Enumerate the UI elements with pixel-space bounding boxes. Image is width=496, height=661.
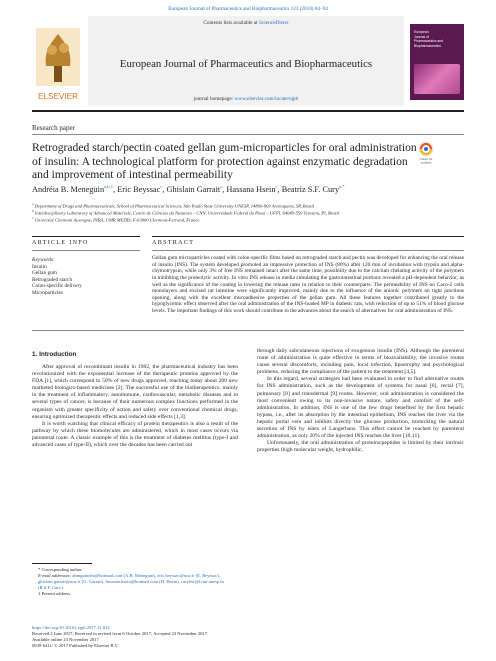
journal-header: [32, 16, 464, 106]
affiliation-text: Interdisciplinary Laboratory of Advanced Materials, Centro de Ciências da Natureza – CNN, Universidade Federal do Piauí – UFPI, 64049-550 Teresina, PI, Brazil: [34, 210, 340, 216]
journal-cover-image: [410, 24, 464, 100]
footnote-rule: [32, 563, 92, 564]
journal-title: European Journal of Pharmaceutics and Biopharmaceutics: [119, 58, 373, 70]
check-updates-icon: [418, 141, 434, 165]
author-affil-sup[interactable]: a,*: [339, 184, 345, 189]
header-center-panel: [88, 16, 404, 106]
present-address-note: 1 Present address.: [38, 591, 72, 596]
doi-link[interactable]: https://doi.org/10.1016/j.ejpb.2017.11.012: [32, 625, 110, 630]
affiliation: [32, 202, 464, 209]
keyword: Insulin: [32, 263, 47, 270]
body-paragraph: After approval of recombinant insulin in 1982, the pharmaceutical industry has been revolutionized with the exponential increase of the therapeutic proteins approved by the FDA [1], which correspond to 50% of new drugs approved, reaching today about 200 new marketed biologics-based medicines [2]. The successful use of the biotherapeutics, mainly in the treatment of inflammatory, autoimmune, cardiovascular, metabolic diseases and in several types of cancer, is because of their numerous complex functions performed in the organism with greater specificity of action and safety over conventional chemical drugs, ensuring optimized therapeutic effects and reduced side effects [1,3].: [32, 364, 238, 420]
title-divider: [32, 134, 464, 135]
journal-citation-line[interactable]: European Journal of Pharmaceutics and Biopharmaceutics 123 (2018) 84–94: [168, 6, 328, 12]
abstract-rule: [152, 236, 464, 237]
email-links[interactable]: abmguinrfm@hotmail.com (A.B. Meneguin), eric.beyssac@uca.fr (E. Beyssac), ghislain.garrait@uca.fr (G. Garrait), hassana.hsein@hotmail.com (H. Hsein), curybsf@fcfar.unesp.br (B.S.F. Cury).: [38, 573, 225, 590]
author-name[interactable]: Eric Beyssac: [117, 184, 161, 194]
abstract-bottom-rule: [32, 330, 464, 331]
section-heading: 1. Introduction: [32, 351, 77, 358]
body-column-right: [257, 348, 464, 454]
abstract-heading: ABSTRACT: [152, 240, 195, 246]
journal-homepage-line: [88, 96, 404, 102]
body-paragraph: In this regard, several strategies had been evaluated in order to find alternative routes for INS administration, such as the development of systems for nasal [6], rectal [7], pulmonary [8] and transdermal [9] routes. However, oral administration is considered the most convenient owing to its non-invasive nature, safety and comfort of the self-administration. In addition, INS is one of the few drugs benefited by the first hepatic bypass, i.e., after its absorption by the intestinal epithelium, INS reaches the liver via the hepatic portal vein and inhibits directly the glucose production, mimicking the natural secretion of INS by islets of Langerhans. This effect cannot be reached by parenteral administration, as only 20% of the injected INS reaches the liver [10,11].: [257, 376, 464, 440]
affiliation-marker: c: [32, 216, 34, 220]
keyword: Gellan gum: [32, 270, 57, 277]
body-paragraph: through daily subcutaneous injections of exogenous insulin (INS). Although the parenteral route of administration is quite effective in terms of bioavailability, the invasive routes cause several discomforts, including pain, local infection, lipostrophy and psychological problems, reducing the compliance of the patient to the treatment [4,5].: [257, 348, 464, 376]
article-title: Retrograded starch/pectin coated gellan gum-microparticles for oral administration of insulin: A technological platform for protection against enzymatic degradation and improvement of intestinal permeability: [32, 141, 417, 182]
article-info-heading: ARTICLE INFO: [32, 240, 89, 246]
affiliation: [32, 216, 464, 223]
author-affil-sup[interactable]: c: [275, 184, 278, 189]
footnotes: [32, 567, 238, 597]
article-info-rule: [32, 236, 140, 237]
affiliation-marker: b: [32, 209, 34, 213]
author-list: Andréia B. Meneguin$^{a,b,1}$, Eric Beyssac$^c$, Ghislain Garrait$^c$, Hassana Hsein$^c$, Beatriz S.F. Cury$^{a,*}$: [32, 184, 345, 194]
homepage-prefix: journal homepage:: [193, 96, 234, 102]
keyword: Retrograded starch: [32, 276, 73, 283]
homepage-link[interactable]: www.elsevier.com/locate/ejpb: [234, 96, 299, 102]
copyright-line: 0939-6411/ © 2017 Published by Elsevier B.V.: [32, 643, 119, 648]
keywords-block: [32, 257, 142, 297]
cover-line: Pharmaceutics and: [414, 39, 444, 44]
svg-text:ELSEVIER: ELSEVIER: [37, 92, 79, 101]
body-column-left: [32, 364, 238, 449]
keywords-title: Keywords:: [32, 257, 55, 263]
available-online: Available online 23 November 2017: [32, 637, 99, 642]
abstract-text: Gellan gum microparticles coated with colon-specific films based on retrograded starch and pectin was developed for enhancing the oral release of insulin (INS). The system developed promoted an impressive protection of INS (80%) after 120 min of incubation with trypsin and alpha-chymotrypsin, while only 3% of free INS remained intact after the same time, possibility due to the calcium chelating activity of the polymers in inhibiting the proteolytic activity. In vitro INS release in media simulating the gastrointestinal portions revealed a pH-dependent behavior, as well as the significance of the coating in lowering the release rates in relation to their counterparts. The permeability of INS on Caco-2 cells monolayers and excised rat intestine were significantly improved, mainly due to the influence of the anionic polymers on tight junctions opening, along with the excellent mucoadhesive properties of the gellan gum. All these features together contributed greatly to the hypoglycemic effect observed after the oral administration of the INS-loaded MP in diabetic rats, with reduction of up to 51% of blood glucose levels. The important findings of this work should contribute to the advances about the search of alternatives for oral administration of INS.: [152, 255, 464, 314]
paper-type: Research paper: [32, 124, 75, 132]
corresponding-author-note: * Corresponding author.: [38, 567, 83, 572]
received-dates: Received 2 June 2017; Received in revised form 6 October 2017; Accepted 23 November 2017: [32, 631, 208, 636]
cover-line: Journal of: [414, 34, 429, 39]
contents-prefix: Contents lists available at: [203, 20, 258, 26]
publication-info: [32, 625, 332, 649]
affiliation-marker: a: [32, 202, 34, 206]
author-name[interactable]: Beatriz S.F. Cury: [281, 184, 340, 194]
author-affil-sup[interactable]: c: [220, 184, 223, 189]
author-affil-sup[interactable]: a,b,1: [104, 184, 114, 189]
affiliation-text: Université Clermont Auvergne, INRA, UMR MEDIS, F-63000 Clermont-Ferrand, France: [34, 217, 200, 223]
svg-text:updates: updates: [420, 160, 432, 165]
affiliation-text: Department of Drugs and Pharmaceuticals, School of Pharmaceutical Sciences, São Paulo State University-UNESP, 14800-903 Araraquara, SP, Brazil: [34, 203, 315, 209]
contents-available-line: [88, 20, 404, 26]
cover-line: Biopharmaceutics: [414, 43, 441, 48]
article-info-subrule: [32, 250, 140, 251]
email-label: E-mail addresses:: [38, 573, 72, 578]
keyword: Microparticles: [32, 289, 63, 296]
abstract-subrule: [152, 250, 464, 251]
author-name[interactable]: Andréia B. Meneguin: [32, 184, 105, 194]
cover-line: European: [414, 30, 429, 34]
author-name[interactable]: Hassana Hsein: [226, 184, 276, 194]
cover-illustration: [414, 64, 460, 94]
cover-title: [414, 30, 454, 48]
body-paragraph: Unfortunately, the oral administration of proteins/peptides is limited by their intrinsic properties (high molecular weight, hydrophilic,: [257, 440, 464, 454]
header-divider: [32, 110, 464, 112]
email-addresses: [32, 573, 238, 591]
affiliation: [32, 209, 464, 216]
svg-text:Check for: Check for: [419, 157, 433, 161]
sciencedirect-link[interactable]: ScienceDirect: [258, 20, 289, 26]
author-name[interactable]: Ghislain Garrait: [166, 184, 221, 194]
author-affil-sup[interactable]: c: [160, 184, 163, 189]
elsevier-logo: [32, 26, 84, 106]
body-paragraph: It is worth watching that clinical efficacy of protein therapeutics is also a result of the pathway by which these biomolecules are administered, which in most cases occurs via parenteral route. A classic example of this is the treatment of diabetes mellitus (type-I and advanced cases of type-II), which over the decades has been carried out: [32, 420, 238, 449]
keyword: Colon-specific delivery: [32, 283, 82, 290]
check-for-updates-badge[interactable]: [418, 141, 434, 165]
